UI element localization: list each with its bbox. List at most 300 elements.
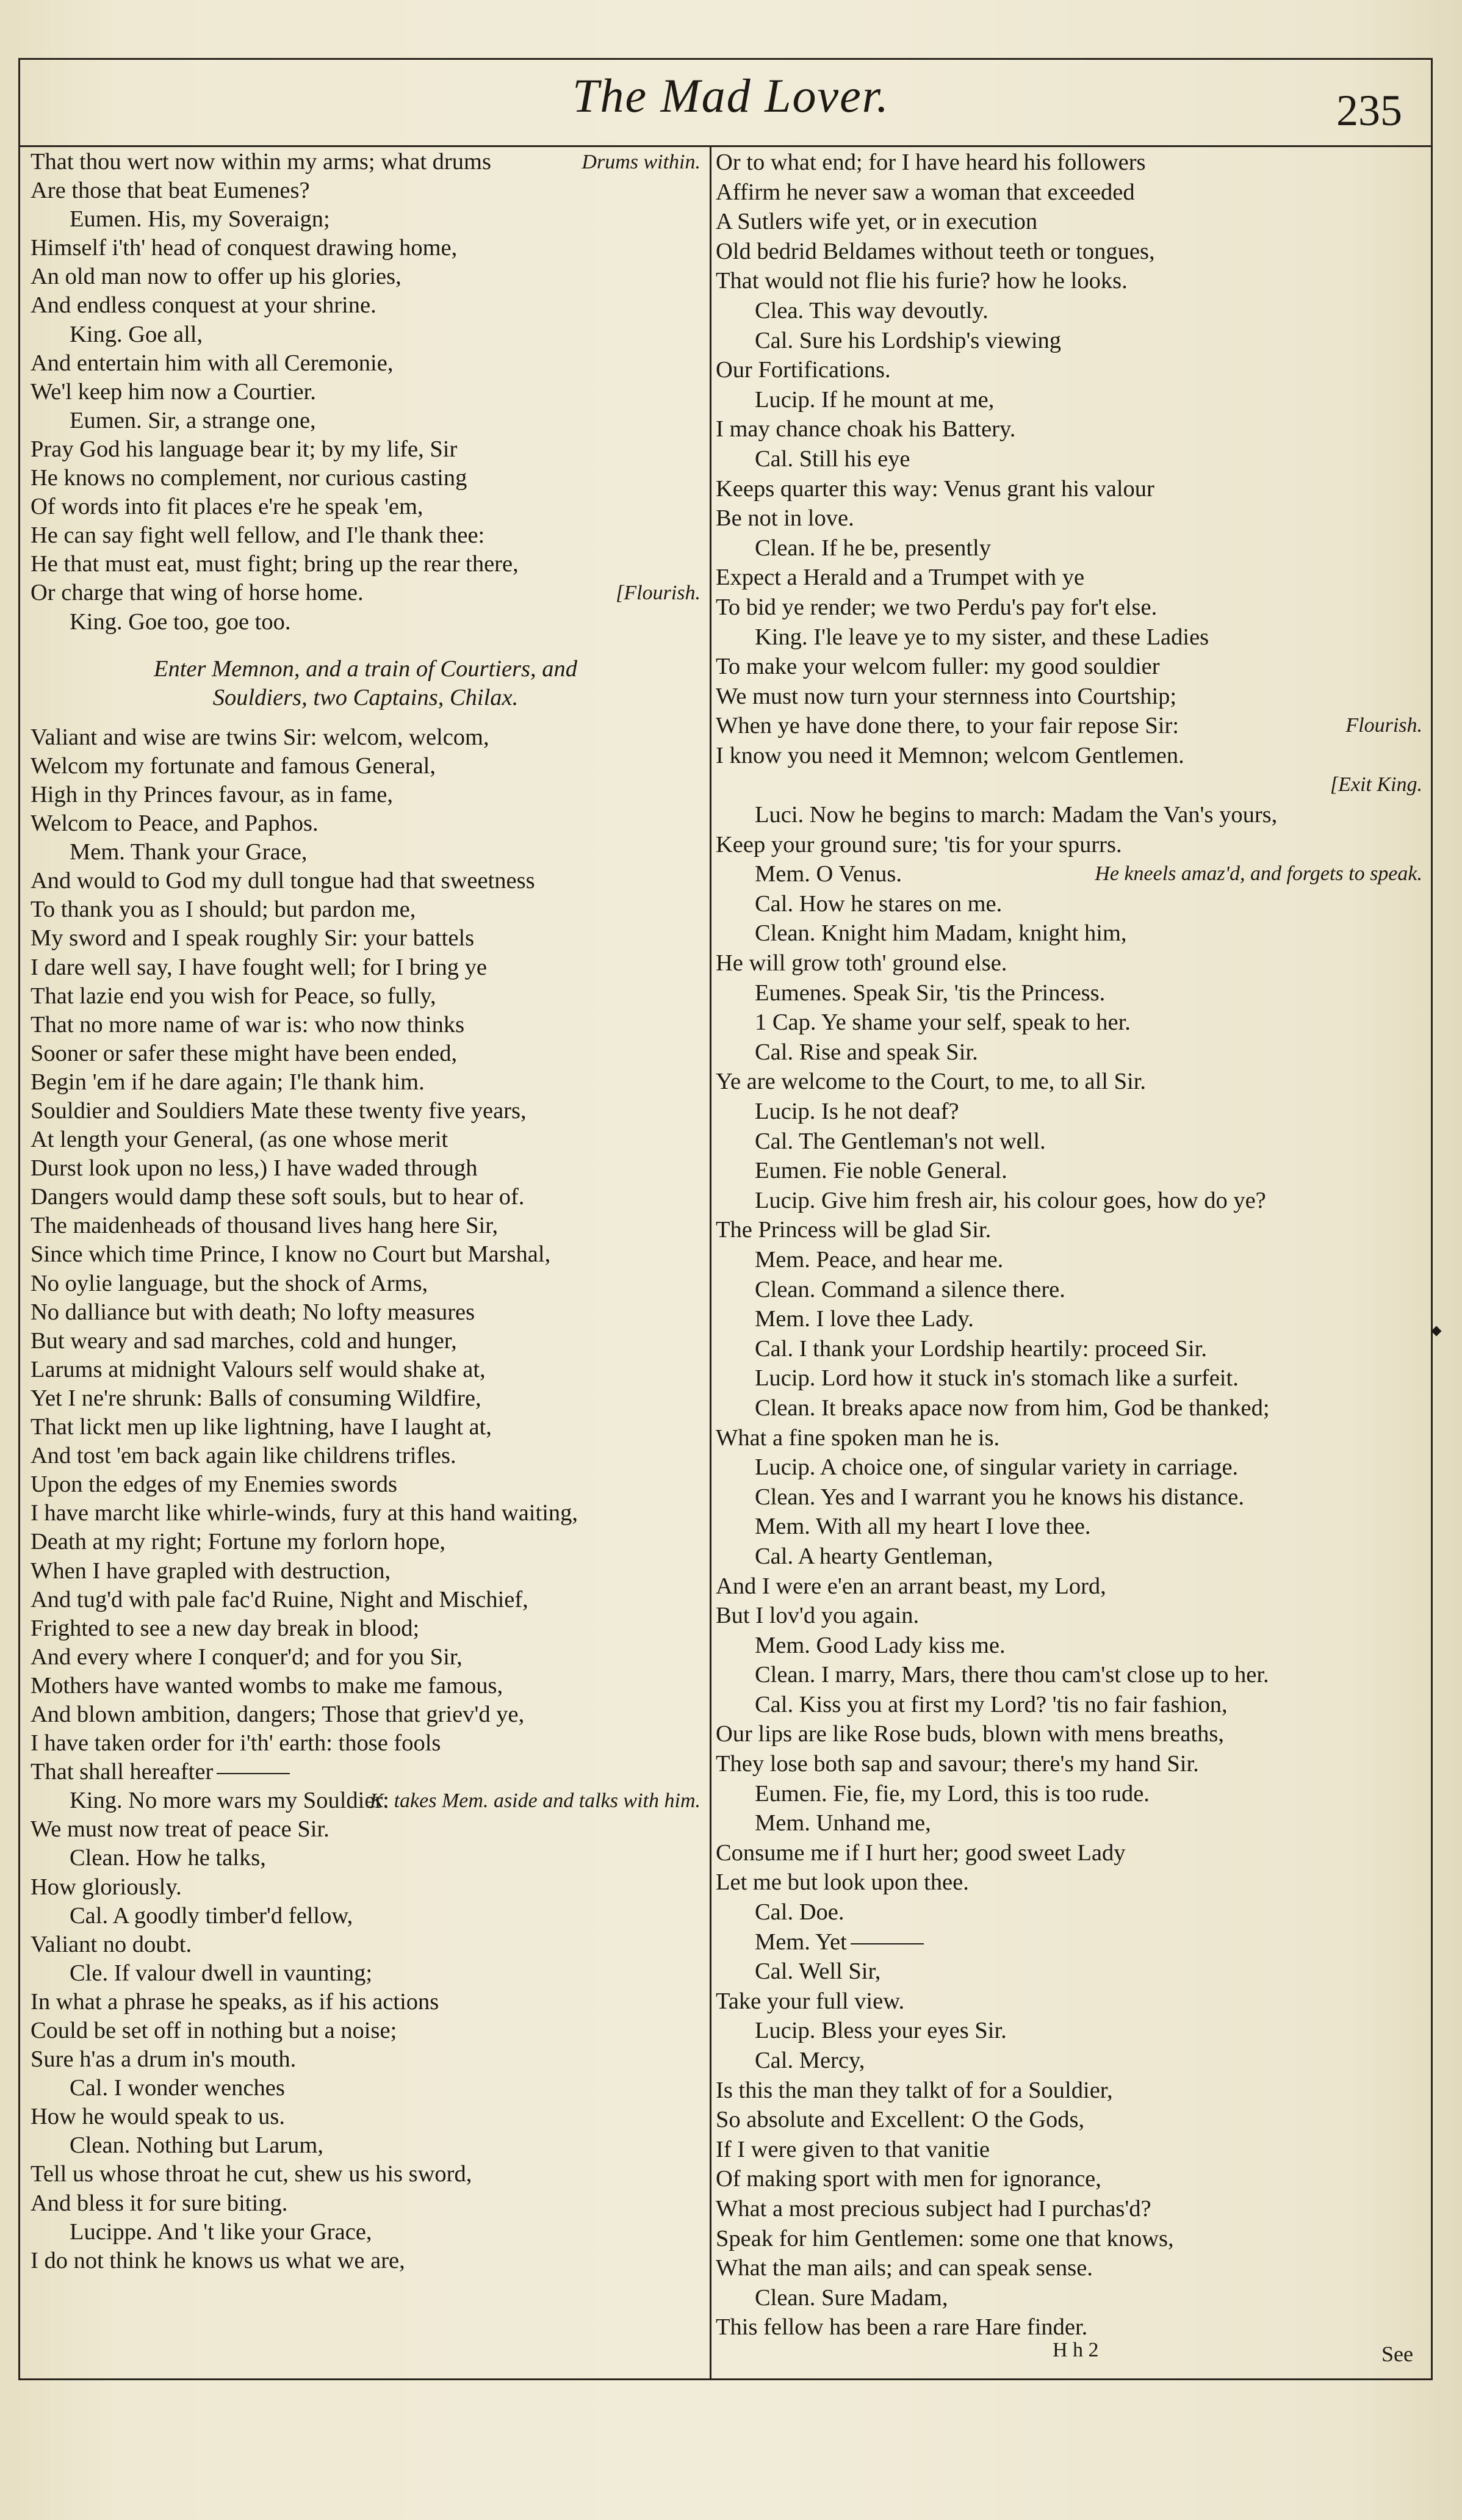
text-line [31, 924, 700, 953]
text-line [716, 355, 1422, 385]
left-column [31, 148, 700, 2275]
line-text: Eumen. Fie, fie, my Lord, this is too rude. [755, 1780, 1150, 1807]
line-text: King. Goe too, goe too. [70, 608, 291, 635]
line-text: King. No more wars my Souldier: [70, 1788, 389, 1814]
line-text: Cal. I thank your Lordship heartily: proceed Sir. [755, 1335, 1207, 1362]
text-line [31, 1844, 700, 1872]
text-line [716, 414, 1422, 444]
text-line [716, 1808, 1422, 1838]
stage-direction-margin: [Flourish. [616, 582, 700, 605]
text-line [716, 1215, 1422, 1245]
text-line [716, 2105, 1422, 2135]
stage-direction-margin: Drums within. [582, 151, 700, 173]
text-line [31, 2160, 700, 2189]
line-text: Lucip. Bless your eyes Sir. [755, 2018, 1007, 2044]
text-line [716, 2283, 1422, 2313]
text-line [31, 1557, 700, 1586]
line-text: How he would speak to us. [31, 2104, 286, 2130]
line-text: Or to what end; for I have heard his followers [716, 150, 1146, 175]
line-text: My sword and I speak roughly Sir: your battels [31, 925, 475, 951]
text-line [716, 296, 1422, 326]
text-line [31, 1902, 700, 1930]
line-text: We'l keep him now a Courtier. [31, 378, 316, 405]
page-number: 235 [1336, 86, 1402, 135]
line-text: Since which time Prince, I know no Court but Marshal, [31, 1241, 551, 1268]
line-text: Clean. If he be, presently [755, 535, 991, 561]
text-line [716, 1453, 1422, 1482]
line-text: I have taken order for i'th' earth: those fools [31, 1730, 441, 1756]
text-line [716, 1660, 1422, 1690]
line-text: Mem. Peace, and hear me. [755, 1246, 1004, 1273]
line-text: Cal. Well Sir, [755, 1959, 881, 1985]
line-text: 1 Cap. Ye shame your self, speak to her. [755, 1009, 1131, 1036]
text-line [716, 859, 1422, 889]
line-text: That no more name of war is: who now thinks [31, 1011, 465, 1038]
text-line [31, 2103, 700, 2131]
stage-direction-entry [31, 655, 700, 684]
text-line [31, 521, 700, 550]
text-line [716, 2016, 1422, 2046]
text-line [31, 1758, 700, 1786]
text-line [716, 1186, 1422, 1216]
line-text: Eumenes. Speak Sir, 'tis the Princess. [755, 980, 1106, 1006]
line-text: Keeps quarter this way: Venus grant his valour [716, 475, 1154, 502]
line-text: Welcom my fortunate and famous General, [31, 753, 436, 779]
line-text: Clean. How he talks, [70, 1845, 266, 1871]
text-line [716, 830, 1422, 860]
line-text: To bid ye render; we two Perdu's pay for't else. [716, 594, 1158, 620]
line-text: A Sutlers wife yet, or in execution [716, 209, 1038, 235]
text-line [31, 1528, 700, 1556]
stage-direction-margin: He kneels amaz'd, and forgets to speak. [1095, 862, 1422, 886]
text-line [716, 889, 1422, 919]
line-text: And I were e'en an arrant beast, my Lord, [716, 1573, 1106, 1599]
line-text: Cal. Sure his Lordship's viewing [755, 327, 1062, 353]
text-line [716, 1690, 1422, 1720]
text-line [716, 1927, 1422, 1957]
text-line [716, 770, 1422, 800]
text-line [716, 563, 1422, 593]
line-text: Could be set off in nothing but a noise; [31, 2018, 397, 2043]
line-text: Let me but look upon thee. [716, 1869, 969, 1896]
text-line [31, 1183, 700, 1211]
text-line [716, 1868, 1422, 1897]
line-text: Our Fortifications. [716, 357, 891, 383]
line-text: What a fine spoken man he is. [716, 1424, 1000, 1451]
line-text: Affirm he never saw a woman that exceeded [716, 179, 1135, 205]
line-text: Cal. A goodly timber'd fellow, [70, 1902, 353, 1929]
text-line [31, 291, 700, 320]
text-line [31, 953, 700, 982]
text-line [31, 1815, 700, 1844]
text-line [716, 148, 1422, 178]
text-line [716, 1304, 1422, 1334]
line-text: No oylie language, but the shock of Arms, [31, 1270, 428, 1296]
line-text: Souldier and Souldiers Mate these twenty five years, [31, 1098, 527, 1124]
line-text: Of making sport with men for ignorance, [716, 2166, 1101, 2192]
text-line [31, 1470, 700, 1499]
line-text: Cal. A hearty Gentleman, [755, 1543, 993, 1569]
text-line [31, 1211, 700, 1240]
text-line [31, 1097, 700, 1125]
text-line [716, 1482, 1422, 1512]
text-line [716, 711, 1422, 741]
text-line [716, 1363, 1422, 1393]
text-line [31, 2016, 700, 2045]
line-text: What the man ails; and can speak sense. [716, 2255, 1093, 2281]
line-text: Be not in love. [716, 505, 854, 532]
line-text: Or charge that wing of horse home. [31, 580, 364, 606]
text-line [31, 579, 700, 607]
line-text: I dare well say, I have fought well; for I bring ye [31, 954, 487, 980]
text-line [716, 1601, 1422, 1631]
line-text: When ye have done there, to your fair repose Sir: [716, 713, 1179, 739]
ink-mark [1431, 1326, 1442, 1337]
text-line [31, 1240, 700, 1269]
line-text: Mem. I love thee Lady. [755, 1306, 974, 1332]
text-line [31, 1384, 700, 1413]
line-text: Consume me if I hurt her; good sweet Lady [716, 1839, 1126, 1866]
text-line [716, 474, 1422, 504]
text-line [716, 623, 1422, 652]
line-text: He will grow toth' ground else. [716, 950, 1007, 977]
line-text: Welcom to Peace, and Paphos. [31, 811, 319, 837]
line-text: To thank you as I should; but pardon me, [31, 897, 416, 923]
line-text: Himself i'th' head of conquest drawing home, [31, 235, 458, 261]
text-line [716, 1038, 1422, 1067]
line-text: He knows no complement, nor curious casting [31, 465, 467, 491]
line-text: And blown ambition, dangers; Those that griev'd ye, [31, 1701, 525, 1727]
line-text: Take your full view. [716, 1988, 905, 2014]
right-column [716, 148, 1422, 2342]
text-line [716, 2135, 1422, 2165]
line-text: Mem. Unhand me, [755, 1810, 931, 1836]
line-text: Cal. Doe. [755, 1899, 844, 1926]
stage-direction-margin: K. takes Mem. aside and talks with him. [369, 1789, 700, 1813]
line-text: At length your General, (as one whose merit [31, 1127, 448, 1153]
line-text: Larums at midnight Valours self would shake at, [31, 1356, 486, 1382]
line-text: To make your welcom fuller: my good souldier [716, 654, 1160, 680]
text-line [31, 1154, 700, 1183]
text-line [31, 1988, 700, 2016]
line-text: High in thy Princes favour, as in fame, [31, 781, 394, 807]
stage-direction-margin: [Exit King. [1330, 773, 1422, 796]
running-title: The Mad Lover. [572, 69, 890, 122]
signature-mark: H h 2 [1053, 2339, 1099, 2361]
line-text: Lucip. Give him fresh air, his colour goes, how do ye? [755, 1187, 1266, 1213]
line-text: Clean. Sure Madam, [755, 2284, 948, 2311]
line-text: We must now turn your sternness into Courtship; [716, 683, 1177, 709]
line-text: Souldiers, two Captains, Chilax. [212, 684, 519, 710]
line-text: They lose both sap and savour; there's my hand Sir. [716, 1751, 1199, 1777]
text-line [31, 712, 700, 723]
line-text: Clean. Command a silence there. [755, 1276, 1065, 1302]
text-line [31, 1499, 700, 1528]
text-line [716, 919, 1422, 948]
line-text: Upon the edges of my Enemies swords [31, 1471, 397, 1498]
line-text: Cal. How he stares on me. [755, 890, 1003, 917]
line-text: I have marcht like whirle-winds, fury at this hand waiting, [31, 1500, 578, 1526]
header-rule [18, 145, 1433, 147]
line-text: Lucippe. And 't like your Grace, [70, 2219, 372, 2245]
line-text: Sooner or safer these might have been ended, [31, 1040, 458, 1066]
line-text: And tug'd with pale fac'd Ruine, Night and Mischief, [31, 1586, 528, 1612]
text-line [716, 1334, 1422, 1364]
text-line [31, 752, 700, 781]
text-line [716, 2224, 1422, 2254]
line-text: And would to God my dull tongue had that sweetness [31, 868, 535, 894]
line-text: Clean. Nothing but Larum, [70, 2132, 323, 2159]
text-line [716, 1542, 1422, 1572]
text-line [31, 550, 700, 579]
text-line [716, 1897, 1422, 1927]
text-line [31, 1442, 700, 1470]
line-text: I do not think he knows us what we are, [31, 2247, 405, 2273]
line-text: Is this the man they talkt of for a Souldier, [716, 2077, 1113, 2103]
text-line [716, 652, 1422, 682]
text-line [31, 1614, 700, 1643]
line-text: Keep your ground sure; 'tis for your spurrs. [716, 831, 1122, 857]
line-text: Yet I ne're shrunk: Balls of consuming Wildfire, [31, 1385, 481, 1411]
text-line [31, 176, 700, 205]
text-line [716, 237, 1422, 267]
text-line [31, 809, 700, 838]
text-line [31, 1039, 700, 1068]
text-line [716, 1719, 1422, 1749]
line-text: Mothers have wanted wombs to make me famous, [31, 1672, 503, 1699]
line-text: An old man now to offer up his glories, [31, 264, 402, 290]
text-line [716, 1749, 1422, 1779]
text-line [716, 978, 1422, 1008]
line-text: Speak for him Gentlemen: some one that knows, [716, 2225, 1174, 2251]
line-text: The Princess will be glad Sir. [716, 1217, 992, 1243]
text-line [716, 1067, 1422, 1097]
text-line [716, 1156, 1422, 1186]
line-text: Lucip. A choice one, of singular variety in carriage. [755, 1454, 1239, 1481]
line-text: Death at my right; Fortune my forlorn hope, [31, 1529, 446, 1555]
line-text: No dalliance but with death; No lofty measures [31, 1299, 475, 1325]
text-line [31, 205, 700, 234]
line-text: I may chance choak his Battery. [716, 416, 1016, 442]
text-line [31, 2045, 700, 2074]
catchword: See [1381, 2342, 1413, 2366]
text-line [31, 2074, 700, 2103]
line-text: He that must eat, must fight; bring up the rear there, [31, 551, 519, 577]
text-line [716, 2194, 1422, 2224]
text-line [716, 593, 1422, 623]
text-line [716, 1631, 1422, 1661]
text-line [31, 838, 700, 867]
text-line [31, 406, 700, 435]
line-text: Luci. Now he begins to march: Madam the Van's yours, [755, 802, 1278, 828]
line-text: Ye are welcome to the Court, to me, to all Sir. [716, 1069, 1147, 1095]
text-line [31, 493, 700, 521]
line-text: Cal. Mercy, [755, 2048, 865, 2073]
text-line [31, 1930, 700, 1959]
text-line [31, 1672, 700, 1700]
line-text: Tell us whose throat he cut, shew us his sword, [31, 2161, 472, 2187]
text-line [716, 207, 1422, 237]
text-line [716, 1957, 1422, 1987]
line-text: The maidenheads of thousand lives hang here Sir, [31, 1213, 499, 1239]
line-text: When I have grapled with destruction, [31, 1558, 391, 1584]
line-text: Are those that beat Eumenes? [31, 178, 310, 204]
text-line [31, 1298, 700, 1327]
line-text: Eumen. Fie noble General. [755, 1158, 1007, 1184]
text-line [31, 1413, 700, 1442]
line-text: And every where I conquer'd; and for you Sir, [31, 1644, 463, 1670]
line-text: That shall hereafter [31, 1759, 214, 1785]
line-text: If I were given to that vanitie [716, 2136, 990, 2162]
line-text: Pray God his language bear it; by my life, Sir [31, 436, 458, 462]
text-line [716, 2312, 1422, 2342]
text-line [716, 178, 1422, 208]
text-line [716, 533, 1422, 563]
line-text: Sure h'as a drum in's mouth. [31, 2046, 297, 2073]
text-line [716, 1779, 1422, 1809]
line-text: And endless conquest at your shrine. [31, 292, 376, 319]
text-line [716, 2253, 1422, 2283]
text-line [31, 1356, 700, 1384]
text-line [716, 682, 1422, 712]
text-line [716, 2076, 1422, 2106]
line-text: Clean. I marry, Mars, there thou cam'st close up to her. [755, 1662, 1269, 1688]
line-text: Clean. It breaks apace now from him, God be thanked; [755, 1395, 1270, 1421]
text-line [31, 1068, 700, 1097]
line-text: Durst look upon no less,) I have waded through [31, 1155, 478, 1182]
line-text: What a most precious subject had I purchas'd? [716, 2195, 1151, 2222]
line-text: Mem. O Venus. [755, 861, 902, 887]
text-line [716, 1275, 1422, 1305]
line-text: Mem. Thank your Grace, [70, 839, 308, 865]
line-text: Eumen. His, my Soveraign; [70, 206, 330, 233]
text-line [716, 1512, 1422, 1542]
line-text: Clean. Yes and I warrant you he knows his distance. [755, 1484, 1244, 1510]
text-line [31, 1125, 700, 1154]
line-text: So absolute and Excellent: O the Gods, [716, 2107, 1085, 2133]
text-line [31, 378, 700, 406]
line-text: And entertain him with all Ceremonie, [31, 350, 394, 376]
text-line [31, 1269, 700, 1298]
line-text: Lucip. Lord how it stuck in's stomach like a surfeit. [755, 1365, 1239, 1392]
line-text: Cle. If valour dwell in vaunting; [70, 1960, 373, 1986]
text-line [716, 326, 1422, 356]
line-text: I know you need it Memnon; welcom Gentlemen. [716, 742, 1184, 768]
line-text: And tost 'em back again like childrens trifles. [31, 1443, 456, 1469]
line-text: That would not flie his furie? how he looks. [716, 268, 1128, 294]
text-line [31, 2131, 700, 2160]
line-text: Valiant no doubt. [31, 1931, 192, 1957]
line-text: Lucip. If he mount at me, [755, 386, 995, 413]
text-line [31, 2189, 700, 2218]
text-line [716, 1838, 1422, 1868]
text-line [31, 148, 700, 176]
text-line [31, 637, 700, 655]
line-text: Frighted to see a new day break in blood; [31, 1615, 420, 1641]
text-line [31, 723, 700, 752]
stage-direction-margin: Flourish. [1345, 714, 1422, 737]
line-text: Begin 'em if he dare again; I'le thank him. [31, 1069, 425, 1095]
line-text: Mem. With all my heart I love thee. [755, 1514, 1091, 1540]
text-line [31, 464, 700, 493]
line-text: Cal. Rise and speak Sir. [755, 1039, 978, 1065]
text-line [716, 504, 1422, 533]
text-line [31, 349, 700, 378]
text-line [716, 385, 1422, 415]
text-line [716, 2046, 1422, 2076]
line-text: We must now treat of peace Sir. [31, 1816, 329, 1843]
text-line [716, 1393, 1422, 1423]
text-line [31, 1786, 700, 1815]
line-text: Old bedrid Beldames without teeth or tongues, [716, 238, 1155, 264]
text-line [31, 781, 700, 809]
line-text: In what a phrase he speaks, as if his actions [31, 1988, 439, 2015]
line-text: Lucip. Is he not deaf? [755, 1099, 959, 1124]
text-line [31, 1586, 700, 1614]
column-divider [710, 145, 711, 2380]
line-text: King. Goe all, [70, 321, 203, 347]
text-line [716, 444, 1422, 474]
text-line [31, 1959, 700, 1988]
text-line [716, 948, 1422, 978]
line-text: But weary and sad marches, cold and hunger, [31, 1327, 457, 1354]
line-text: He can say fight well fellow, and I'le thank thee: [31, 522, 485, 549]
text-line [31, 262, 700, 291]
text-line [716, 266, 1422, 296]
text-line [31, 1327, 700, 1356]
line-text: Clea. This way devoutly. [755, 297, 988, 323]
text-line [31, 1700, 700, 1729]
text-line [31, 982, 700, 1011]
text-line [31, 867, 700, 895]
text-line [31, 435, 700, 464]
line-text: This fellow has been a rare Hare finder. [716, 2314, 1088, 2341]
line-text: Cal. The Gentleman's not well. [755, 1128, 1046, 1154]
line-text: Cal. Still his eye [755, 446, 910, 472]
text-line [716, 741, 1422, 771]
text-line [31, 608, 700, 637]
line-text: Mem. Good Lady kiss me. [755, 1632, 1006, 1658]
line-text: Our lips are like Rose buds, blown with mens breaths, [716, 1721, 1224, 1747]
line-text: Dangers would damp these soft souls, but to hear of. [31, 1184, 525, 1210]
text-line [716, 1127, 1422, 1157]
line-text: Cal. Kiss you at first my Lord? 'tis no fair fashion, [755, 1691, 1228, 1717]
line-text: That lazie end you wish for Peace, so fully, [31, 983, 436, 1009]
text-line [31, 2218, 700, 2247]
line-text: And bless it for sure biting. [31, 2190, 288, 2216]
text-line [716, 1097, 1422, 1127]
text-line [31, 234, 700, 262]
text-line [716, 1245, 1422, 1275]
text-line [31, 1011, 700, 1039]
text-line [716, 1987, 1422, 2016]
line-text: But I lov'd you again. [716, 1603, 920, 1629]
text-line [31, 1873, 700, 1902]
text-line [31, 1729, 700, 1758]
text-line [716, 2164, 1422, 2194]
line-text: Mem. Yet [755, 1929, 847, 1955]
line-text: King. I'le leave ye to my sister, and these Ladies [755, 624, 1209, 650]
text-line [716, 1423, 1422, 1453]
line-text: Valiant and wise are twins Sir: welcom, welcom, [31, 724, 489, 750]
line-text: How gloriously. [31, 1874, 182, 1900]
line-text: Cal. I wonder wenches [70, 2075, 285, 2101]
text-line [31, 1643, 700, 1672]
line-text: Clean. Knight him Madam, knight him, [755, 920, 1127, 947]
text-line [31, 2247, 700, 2275]
line-text: That lickt men up like lightning, have I laught at, [31, 1414, 492, 1440]
line-text: Enter Memnon, and a train of Courtiers, and [153, 655, 578, 682]
